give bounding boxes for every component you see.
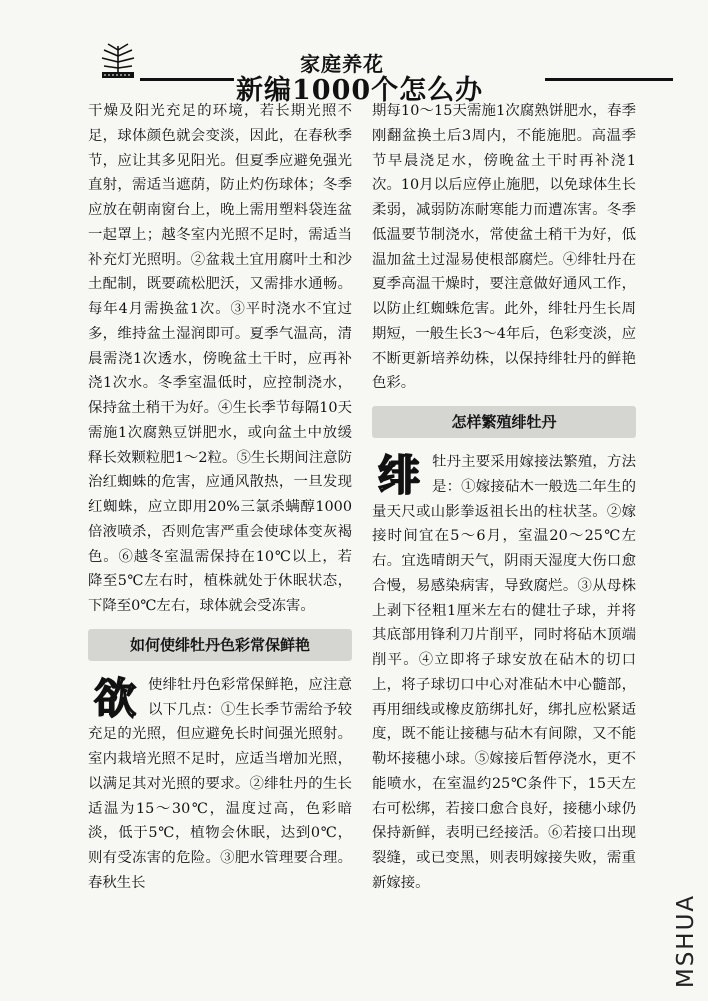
body-paragraph bbox=[372, 450, 636, 896]
section-heading: 如何使绯牡丹色彩常保鲜艳 bbox=[88, 629, 352, 661]
watermark bbox=[669, 888, 703, 993]
header-title: 新编1000个怎么办 bbox=[236, 75, 484, 106]
header-rule-left bbox=[140, 78, 234, 81]
paragraph-text: 牡丹主要采用嫁接法繁殖，方法是：①嫁接砧木一般选二年生的量天尺或山影拳返祖长出的柱状茎。②嫁接时间宜在5～6月，室温20～25℃左右。宜选晴朗天气，阴雨天湿度大伤口愈合慢，易感染病害，导致腐烂。③从母株上剥下径粗1厘米左右的健壮子球，并将其底部用锋利刀片削平，同时将砧木顶端削平。④立即将子球安放在砧木的切口上，将子球切口中心对准砧木中心髓部，再用细线或橡皮筋绑扎好，绑扎应松紧适度，既不能让接穗与砧木有间隙，又不能勒坏接穗小球。⑤嫁接后暂停浇水，更不能喷水，在室温约25℃条件下，15天左右可松绑，若接口愈合良好，接穗小球仍保持新鲜，表明已经接活。⑥若接口出现裂缝，或已变黑，则表明嫁接失败，需重新嫁接。 bbox=[372, 454, 636, 891]
section-heading: 怎样繁殖绯牡丹 bbox=[372, 406, 636, 438]
body-paragraph: 期每10～15天需施1次腐熟饼肥水，春季刚翻盆换土后3周内，不能施肥。高温季节早晨浇足水，傍晚盆土干时再补浇1次。10月以后应停止施肥，以免球体生长柔弱，减弱防冻耐寒能力而遭冻害。冬季低温要节制浇水，常使盆土稍干为好，低温加盆土过湿易使根部腐烂。④绯牡丹在夏季高温干燥时，要注意做好通风工作，以防止红蜘蛛危害。此外，绯牡丹生长周期短，一般生长3～4年后，色彩变淡，应不断更新培养幼株，以保持绯牡丹的鲜艳色彩。 bbox=[372, 103, 636, 392]
header-subtitle: 家庭养花 bbox=[300, 52, 384, 76]
body-paragraph: 干燥及阳光充足的环境，若长期光照不足，球体颜色就会变淡，因此，在春秋季节，应让其多见阳光。但夏季应避免强光直射，需适当遮荫，防止灼伤球体；冬季应放在朝南窗台上，晚上需用塑料袋连盆一起罩上；越冬室内光照不足时，需适当补充灯光照明。②盆栽土宜用腐叶土和沙土配制，既要疏松肥沃，又需排水通畅。每年4月需换盆1次。③平时浇水不宜过多，维持盆土湿润即可。夏季气温高，清晨需浇1次透水，傍晚盆土干时，应再补浇1次水。冬季室温低时，应控制浇水，保持盆土稍干为好。④生长季节每隔10天需施1次腐熟豆饼肥水，或向盆土中放缓释长效颗粒肥1～2粒。⑤生长期间注意防治红蜘蛛的危害，应通风散热，一旦发现红蜘蛛，应立即用20%三氯杀螨醇1000倍液喷杀，否则危害严重会使球体变灰褐色。⑥越冬室温需保持在10℃以上，若降至5℃左右时，植株就处于休眠状态，下降至0℃左右，球体就会受冻害。 bbox=[88, 103, 352, 614]
right-column bbox=[372, 99, 636, 896]
body-paragraph bbox=[88, 673, 352, 896]
left-column bbox=[88, 99, 352, 896]
drop-cap: 欲 bbox=[93, 673, 136, 723]
paragraph-text: 使绯牡丹色彩常保鲜艳，应注意以下几点：①生长季节需给予较充足的光照，但应避免长时间强光照射。室内栽培光照不足时，应适当增加光照，以满足其对光照的要求。②绯牡丹的生长适温为15～30℃，温度过高，色彩暗淡，低于5℃，植物会休眠，达到0℃，则有受冻害的危险。③肥水管理要合理。春秋生长 bbox=[88, 676, 352, 891]
header-rule-right bbox=[545, 78, 673, 81]
watermark-text: MSHUA bbox=[673, 893, 699, 988]
flower-ornament-icon bbox=[98, 42, 138, 82]
drop-cap: 绯 bbox=[377, 451, 420, 500]
page-header bbox=[0, 0, 708, 106]
